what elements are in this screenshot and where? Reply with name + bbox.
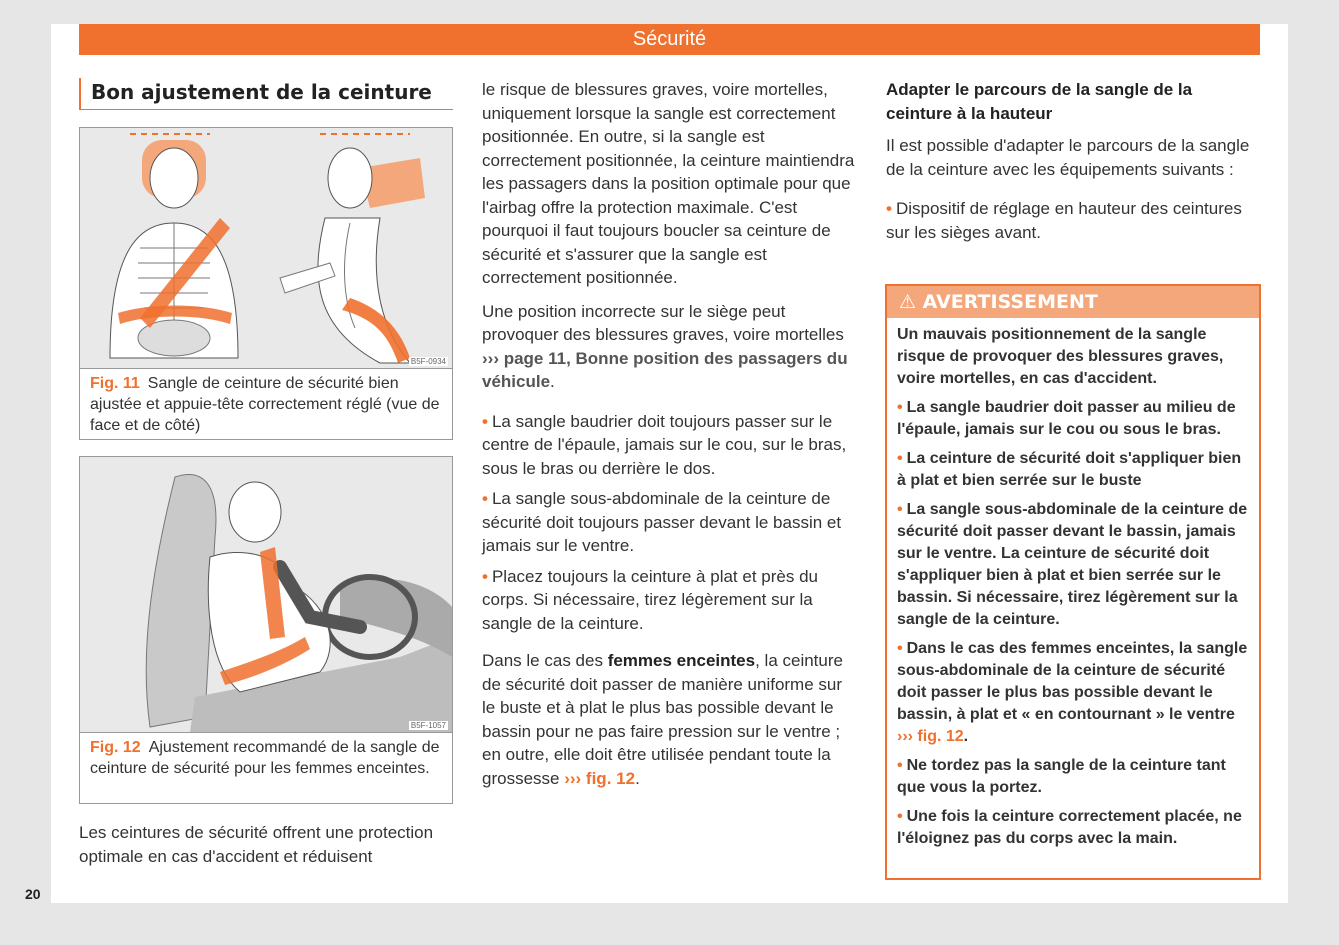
bullet-dot-icon: • <box>886 199 892 218</box>
right-column <box>886 78 1260 244</box>
figure-11-caption <box>80 369 452 442</box>
warning-item <box>897 806 1249 850</box>
warning-title: AVERTISSEMENT <box>922 291 1098 313</box>
bullet-item <box>886 197 1260 244</box>
left-column-text <box>79 821 453 868</box>
warning-item <box>897 397 1249 441</box>
bullet-item <box>482 487 858 558</box>
figure-12-caption <box>80 733 452 785</box>
paragraph-1: le risque de blessures graves, voire mortelles, uniquement lorsque la sangle est correctement positionnée. En outre, si la sangle est correctement positionnée, la ceinture maintiendra les passagers dans la position optimale pour que l'airbag offre la protection maximale. C'est pourquoi il faut toujours boucler sa ceinture de sécurité et s'assurer que la sangle est correctement positionnée. <box>482 80 855 287</box>
bullet-dot-icon: • <box>897 640 903 657</box>
figure-code: B5F-1057 <box>410 721 446 730</box>
paragraph-3-bold: femmes enceintes <box>607 651 756 670</box>
warning-item <box>897 448 1249 492</box>
bullet-dot-icon: • <box>897 450 903 467</box>
paragraph-2 <box>482 300 858 394</box>
paragraph-3 <box>482 649 858 790</box>
bullet-dot-icon: • <box>897 757 903 774</box>
warning-item-text: Une fois la ceinture correctement placée, ne l'éloignez pas du corps avec la main. <box>897 808 1242 847</box>
warning-item-text: La sangle sous-abdominale de la ceinture de sécurité doit passer devant le bassin, jamais sur le ventre. La ceinture de sécurité doit s'appliquer bien à plat et bien serrée sur le bassin. Si nécessaire, tirez légèrement sur la sangle de la ceinture. <box>897 501 1248 628</box>
page-reference-link[interactable]: ››› page 11, Bonne position des passagers du véhicule <box>482 348 848 391</box>
bullet-dot-icon: • <box>897 501 903 518</box>
figure-reference-link[interactable]: ››› fig. 12 <box>564 768 636 788</box>
warning-item <box>897 638 1249 748</box>
bullet-text: La sangle baudrier doit toujours passer sur le centre de l'épaule, jamais sur le cou, sur le bras, sous le bras ou derrière le dos. <box>482 411 847 478</box>
bullet-item <box>482 410 858 481</box>
bullet-text: La sangle sous-abdominale de la ceinture de sécurité doit toujours passer devant le bassin et jamais sur le ventre. <box>482 489 842 555</box>
bullet-dot-icon: • <box>482 566 488 586</box>
bullet-dot-icon: • <box>897 399 903 416</box>
warning-box <box>885 284 1261 880</box>
subheading: Adapter le parcours de la sangle de la ceinture à la hauteur <box>886 80 1193 123</box>
warning-intro: Un mauvais positionnement de la sangle risque de provoquer des blessures graves, voire mortelles, en cas d'accident. <box>897 326 1224 387</box>
bullet-text: Dispositif de réglage en hauteur des ceintures sur les sièges avant. <box>886 199 1242 242</box>
punctuation: . <box>635 768 640 788</box>
figure-label: Fig. 12 <box>90 739 141 756</box>
section-title: Bon ajustement de la ceinture <box>79 78 453 110</box>
figure-label: Fig. 11 <box>90 375 140 392</box>
page-number: 20 <box>25 886 41 902</box>
caption-text: Sangle de ceinture de sécurité bien ajustée et appuie-tête correctement réglé (vue de face et de côté) <box>90 375 440 434</box>
warning-item <box>897 499 1249 631</box>
warning-item-text: Dans le cas des femmes enceintes, la sangle sous-abdominale de la ceinture de sécurité doit passer le plus bas possible devant le bassin, à plat et « en contournant » le ventre <box>897 640 1248 723</box>
punctuation: . <box>963 728 969 745</box>
chapter-banner: Sécurité <box>79 24 1260 55</box>
figure-11-illustration <box>80 128 452 369</box>
pregnant-driver-illustration <box>80 457 452 732</box>
figure-12 <box>79 456 453 804</box>
bullet-dot-icon: • <box>897 808 903 825</box>
paragraph-3-text: Dans le cas des <box>482 651 603 670</box>
seatbelt-front-side-illustration <box>80 128 452 368</box>
paragraph-3-text-2: , la ceinture de sécurité doit passer de manière uniforme sur le buste et à plat le plus bas possible devant le bassin pour ne pas faire pression sur le ventre ; en outre, elle doit être utilisée pendant toute la grossesse <box>482 651 843 788</box>
paragraph: Les ceintures de sécurité offrent une protection optimale en cas d'accident et réduisent <box>79 823 434 866</box>
intro-paragraph: Il est possible d'adapter le parcours de la sangle de la ceinture avec les équipements suivants : <box>886 136 1250 179</box>
warning-item-text: La ceinture de sécurité doit s'appliquer bien à plat et bien serrée sur le buste <box>897 450 1242 489</box>
middle-column <box>482 78 858 790</box>
bullet-item <box>482 565 858 636</box>
figure-code: B5F-0934 <box>410 357 446 366</box>
bullet-dot-icon: • <box>482 489 488 508</box>
figure-11 <box>79 127 453 440</box>
warning-item-text: Ne tordez pas la sangle de la ceinture tant que vous la portez. <box>897 757 1226 796</box>
caption-text: Ajustement recommandé de la sangle de ceinture de sécurité pour les femmes enceintes. <box>90 739 440 777</box>
warning-item <box>897 755 1249 799</box>
warning-item-text: La sangle baudrier doit passer au milieu de l'épaule, jamais sur le cou ou sous le bras. <box>897 399 1236 438</box>
warning-triangle-icon: ⚠ <box>899 291 917 313</box>
punctuation: . <box>550 372 555 391</box>
paragraph-2-text: Une position incorrecte sur le siège peut provoquer des blessures graves, voire mortelles <box>482 301 844 344</box>
warning-header <box>887 286 1259 318</box>
bullet-text: Placez toujours la ceinture à plat et près du corps. Si nécessaire, tirez légèrement sur la sangle de la ceinture. <box>482 566 818 633</box>
figure-reference-link[interactable]: ››› fig. 12 <box>897 728 964 745</box>
warning-body <box>887 318 1259 850</box>
bullet-dot-icon: • <box>482 411 488 431</box>
figure-12-illustration <box>80 457 452 733</box>
